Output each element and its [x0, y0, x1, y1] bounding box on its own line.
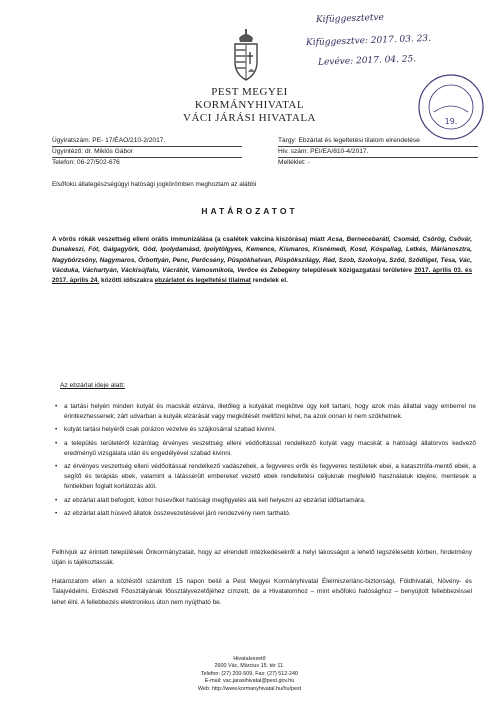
decision-end: rendelek el.: [250, 277, 288, 285]
rule-item: • kutyát tartási helyéről csak pórázon vezetve és szájkosárral szabad kivinni.: [52, 425, 476, 435]
rule-item: • az ebzárlat alatt befogott, kóbor húsevőket hatósági megfigyelés alá kell helyezni az ebzárlat időtartamára.: [52, 496, 476, 506]
rule-item: • az érvényes veszettség elleni védőoltással rendelkező vadászebek, a fegyveres erők és fegyveres testületek ebei, a katasztrófa-mentő ebek, a segítő és terápiás ebek, valamint a látássérült embereket vezető ebek rendeltetési céljuknak megfelelő használatuk idejére, mentesek a fentiekben foglalt korlátozás alól.: [52, 462, 476, 493]
rule-item: • az ebzárlat alatt húsevő állatok összevezetésével járó rendezvény nem tartható.: [52, 509, 476, 519]
decision-mid: települések közigazgatási területére: [299, 266, 415, 274]
footer: [0, 656, 499, 693]
footer-address: 2600 Vác, Március 15. tér 11.: [214, 663, 285, 670]
rule-item: • a település területéről kizárólag érvényes veszettség elleni védőoltással rendelkező kutyát vagy macskát a hatósági állatorvos kedvező eredményű vizsgálata után és engedélyével szabad kivinni.: [52, 439, 476, 459]
attachment: Melléklet: -: [278, 159, 310, 166]
org-name-line-2: KORMÁNYHIVATAL: [194, 99, 305, 111]
header-left-block: [52, 136, 242, 168]
org-name-line-1: PEST MEGYEI: [211, 86, 288, 98]
footer-title: Hivatalvezető: [233, 656, 266, 662]
decision-lead: A vörös rókák veszettség elleni orális immunizálása (a csalétek vakcina kiszórása) miatt: [52, 236, 328, 243]
footer-web: Web: http://www.kormanyhivatal.hu/hu/pest: [197, 685, 302, 692]
svg-text:19.: 19.: [444, 117, 458, 126]
case-officer: Ügyintéző: dr. Miklós Gábor: [52, 147, 242, 158]
header-right-block: [278, 136, 478, 168]
org-name-line-3: VÁCI JÁRÁSI HIVATALA: [183, 112, 316, 124]
document-title: HATÁROZATOT: [201, 206, 298, 216]
decision-between: közötti időszakra: [99, 277, 155, 285]
decision-towns: Acsa, Bernecebaráti, Csomád, Csörög, Csővár, Dunakeszi, Fót, Galgagyörk, Göd, Ipolydamásd, Ipolytölgyes, Kemence, Kismaros, Kisnémedi, Kosd, Kóspallag, Letkés, Márianosztra, Nagybörzsöny, Nagymaros, Őrbottyán, Penc, Perőcsény, Püspökhatvan, Püspökszilágy, Rád, Szob, Szokolya, Sződ, Sződliget, Tésa, Vác, Vácduka, Váchartyán, Váckisújfalu, Vácrátót, Vámosmikola, Verőce és Zebegény: [52, 236, 473, 274]
hungarian-coat-of-arms-icon: [228, 28, 264, 82]
footer-phone: Telefon: (27) 200-509, Fax: (27) 512-240: [200, 670, 299, 677]
rule-item: • a tartási helyén minden kutyát és macskát elzárva, illetőleg a kutyákat megkötve úgy kell tartani, hogy azok más állattal vagy emberrel ne érintkezhessenek; zárt udvarban a kutyák elzárását vagy megkötését mellőzni lehet, ha azok onnan ki nem szökhetnek.: [52, 402, 476, 422]
footer-email: E-mail: vac.jarasihivatal@pest.gov.hu: [204, 678, 295, 685]
subject: Tárgy: Ebzárlat és legeltetési tilalom elrendelése: [278, 136, 478, 147]
appeal-notice: Határozatom ellen a közléstől számított 15 napon belül a Pest Megyei Kormányhivatal Élelmiszerlánc-biztonsági, Földhivatali, Növény- és Talajvédelmi, Erdészeti Főosztályának főosztályvezetőjéhez címzett, de a Hivatalomhoz – mint elsőfokú hatósághoz – benyújtott fellebbezéssel lehet élni. A fellebbezés elektronikus úton nem nyújtható be.: [52, 578, 472, 606]
handwritten-note: Kifüggesztetve: [315, 12, 385, 26]
reference-number: Hiv. szám: PEI/EA/810-4/2017.: [278, 147, 478, 158]
call-to-municipalities: Felhívjuk az érintett települések Önkormányzatait, hogy az elrendelt intézkedésekről a helyi lakosságot a lehető legszélesebb körben, hirdetmény útján is tájékoztassák.: [52, 549, 472, 567]
rules-heading: Az ebzárlat ideje alatt:: [60, 382, 125, 389]
rules-list: [52, 402, 476, 522]
handwritten-removed-date: Levéve: 2017. 04. 25.: [317, 54, 417, 68]
decision-measure: ebzárlatot és legeltetési tilalmat: [154, 277, 251, 285]
decision-paragraph: [52, 235, 472, 286]
decision-date: 2017. április 03. és 2017. április 24.: [52, 266, 473, 285]
intro-text: Elsőfokú állategészségügyi hatósági jogkörömben meghoztam az alábbi: [52, 181, 257, 188]
phone: Telefon: 06-27/502-676: [52, 159, 120, 166]
handwritten-posted-date: Kifüggesztve: 2017. 03. 23.: [305, 33, 432, 49]
file-number: Ügyiratszám: PE- 17/ÉAO/210-2/2017.: [52, 136, 242, 147]
